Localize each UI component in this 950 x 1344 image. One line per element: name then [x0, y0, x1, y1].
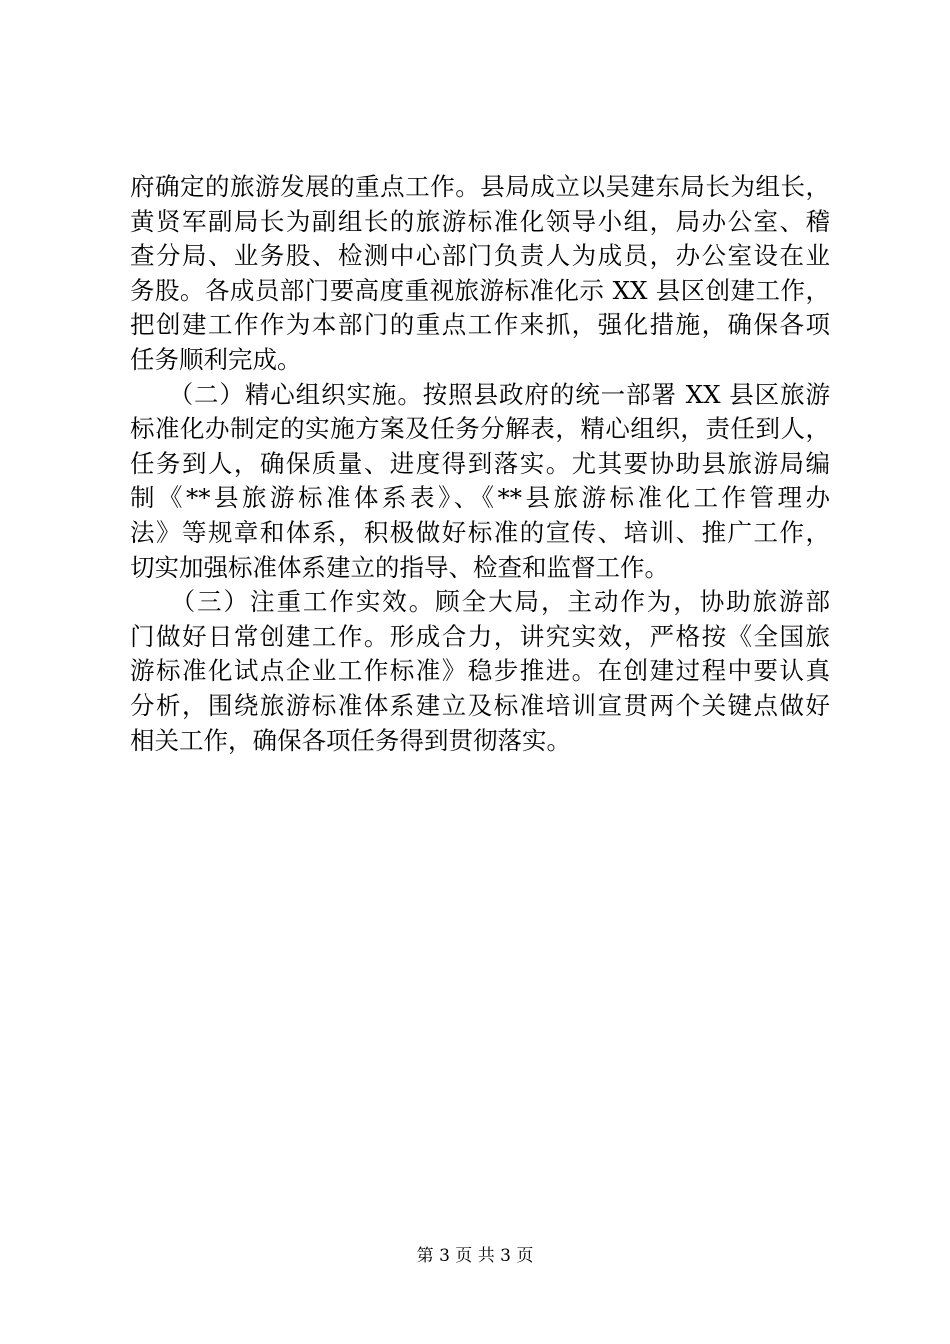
text-line: 任务顺利完成。 [130, 344, 302, 374]
text-line: 把创建工作作为本部门的重点工作来抓，强化措施，确保各项 [130, 310, 830, 340]
text-line: 黄贤军副局长为副组长的旅游标准化领导小组，局办公室、稽 [130, 206, 830, 236]
text-line: 相关工作，确保各项任务得到贯彻落实。 [130, 725, 571, 755]
text-line: 任务到人，确保质量、进度得到落实。尤其要协助县旅游局编 [130, 448, 830, 478]
text-line: 务股。各成员部门要高度重视旅游标准化示 XX 县区创建工作， [130, 275, 830, 305]
text-line: 标准化办制定的实施方案及任务分解表，精心组织，责任到人， [130, 414, 830, 444]
page-number-footer: 第 3 页 共 3 页 [416, 1246, 534, 1266]
text-line: （三）注重工作实效。顾全大局，主动作为，协助旅游部 [130, 587, 830, 617]
text-line: （二）精心组织实施。按照县政府的统一部署 XX 县区旅游 [130, 379, 830, 409]
text-line: 制《**县旅游标准体系表》、《**县旅游标准化工作管理办 [130, 483, 830, 513]
text-line: 查分局、业务股、检测中心部门负责人为成员，办公室设在业 [130, 241, 830, 271]
text-line: 切实加强标准体系建立的指导、检查和监督工作。 [130, 552, 669, 582]
text-line: 门做好日常创建工作。形成合力，讲究实效，严格按《全国旅 [130, 621, 830, 651]
text-line: 分析，围绕旅游标准体系建立及标准培训宣贯两个关键点做好 [130, 690, 830, 720]
text-line: 府确定的旅游发展的重点工作。县局成立以吴建东局长为组长， [130, 172, 830, 201]
text-line: 法》等规章和体系，积极做好标准的宣传、培训、推广工作， [130, 517, 830, 547]
text-line: 游标准化试点企业工作标准》稳步推进。在创建过程中要认真 [130, 656, 830, 686]
document-body [130, 170, 830, 758]
